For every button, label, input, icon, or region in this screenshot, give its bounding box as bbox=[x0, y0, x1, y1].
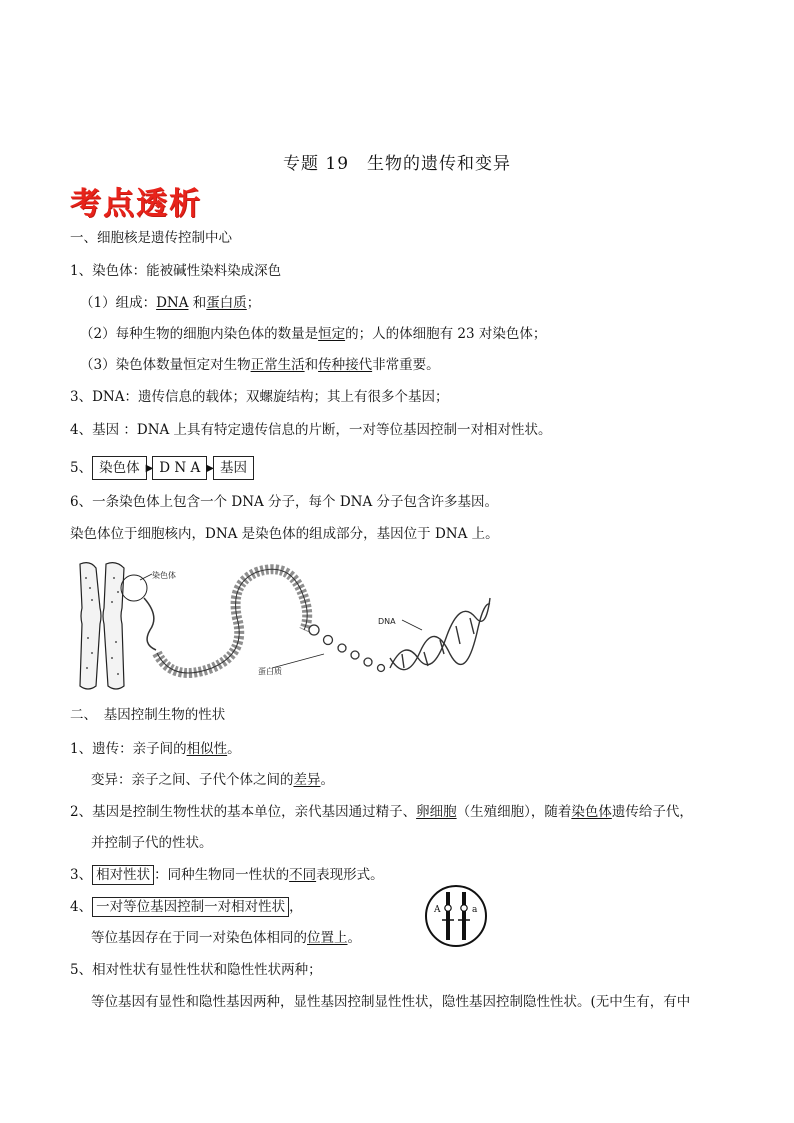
text: 。 bbox=[320, 772, 334, 788]
arrow-right-icon: ▶ bbox=[145, 462, 154, 474]
s1-p1: 1、染色体：能被碱性染料染成深色 bbox=[70, 263, 282, 279]
underlined-term: 不同 bbox=[289, 867, 317, 883]
flow-box-dna: D N A bbox=[152, 456, 207, 480]
text: 遗传给子代， bbox=[611, 804, 693, 820]
text: 的；人的体细胞有 23 对染色体； bbox=[345, 326, 547, 342]
underlined-term: 差异 bbox=[293, 772, 321, 788]
arrow-right-icon: ▶ bbox=[206, 462, 214, 474]
s2-p1b bbox=[91, 771, 334, 789]
underlined-term: DNA bbox=[156, 295, 189, 311]
section-banner: 考点透析 bbox=[70, 186, 202, 222]
label-chromosome: 染色体 bbox=[152, 571, 176, 580]
text: （3）染色体数量恒定对生物 bbox=[80, 357, 251, 373]
text: 等位基因存在于同一对染色体相同的 bbox=[91, 930, 307, 946]
text: ：同种生物同一性状的 bbox=[154, 867, 290, 883]
underlined-term: 相似性 bbox=[186, 741, 228, 757]
s2-p4b bbox=[91, 929, 361, 947]
allele-pair-diagram bbox=[424, 884, 488, 948]
flow-box-chromosome: 染色体 bbox=[92, 456, 147, 480]
text: 表现形式。 bbox=[316, 867, 384, 883]
s1-p7: 染色体位于细胞核内，DNA 是染色体的组成部分，基因位于 DNA 上。 bbox=[70, 526, 499, 542]
chromosome-dna-figure bbox=[72, 558, 492, 696]
text: 2、基因是控制生物性状的基本单位，亲代基因通过精子、 bbox=[70, 804, 417, 820]
text: （生殖细胞），随着 bbox=[456, 804, 572, 820]
s1-p1b bbox=[80, 325, 546, 343]
label-protein: 蛋白质 bbox=[258, 667, 282, 676]
underlined-term: 蛋白质 bbox=[206, 295, 247, 311]
s1-p5-flow bbox=[70, 456, 254, 480]
s1-p6: 6、一条染色体上包含一个 DNA 分子，每个 DNA 分子包含许多基因。 bbox=[70, 494, 499, 510]
item-number: 5、 bbox=[70, 460, 93, 476]
item-number: 4、 bbox=[70, 899, 93, 915]
text: ； bbox=[246, 295, 261, 311]
section-1-heading: 一、细胞核是遗传控制中心 bbox=[70, 230, 232, 246]
s2-p4 bbox=[70, 898, 303, 916]
s2-p2 bbox=[70, 803, 693, 821]
text: 非常重要。 bbox=[372, 357, 440, 373]
section-2-heading: 二、 基因控制生物的性状 bbox=[70, 707, 226, 723]
item-number: 3、 bbox=[70, 867, 93, 883]
s2-p3 bbox=[70, 866, 384, 884]
flow-box-gene: 基因 bbox=[213, 456, 254, 480]
s1-p4: 4、基因 ：DNA 上具有特定遗传信息的片断，一对等位基因控制一对相对性状。 bbox=[70, 422, 552, 438]
dna-helix-icon bbox=[390, 598, 490, 670]
text: （1）组成： bbox=[80, 295, 157, 311]
boxed-term: 相对性状 bbox=[92, 865, 154, 885]
s2-p2b: 并控制子代的性状。 bbox=[91, 835, 213, 851]
boxed-term: 一对等位基因控制一对相对性状 bbox=[92, 897, 289, 917]
underlined-term: 正常生活 bbox=[250, 357, 305, 373]
page-title: 专题 19 生物的遗传和变异 bbox=[282, 154, 512, 174]
coiled-fiber bbox=[157, 569, 307, 673]
text: 和 bbox=[304, 357, 319, 373]
underlined-term: 位置上 bbox=[307, 930, 348, 946]
underlined-term: 染色体 bbox=[571, 804, 612, 820]
s1-p1c bbox=[80, 356, 440, 374]
text: 。 bbox=[347, 930, 361, 946]
text: ， bbox=[289, 899, 303, 915]
s1-p3: 3、DNA：遗传信息的载体；双螺旋结构；其上有很多个基因； bbox=[70, 389, 449, 405]
text: （2）每种生物的细胞内染色体的数量是 bbox=[80, 326, 319, 342]
s2-p1 bbox=[70, 740, 241, 758]
underlined-term: 恒定 bbox=[318, 326, 346, 342]
text: 1、遗传：亲子间的 bbox=[70, 741, 187, 757]
allele-A: A bbox=[434, 905, 441, 915]
text: 和 bbox=[188, 295, 207, 311]
s1-p1a bbox=[80, 294, 260, 312]
s2-p5b: 等位基因有显性和隐性基因两种，显性基因控制显性性状，隐性基因控制隐性性状。(无中生有，有中 bbox=[91, 994, 691, 1010]
nucleosomes bbox=[309, 625, 385, 672]
underlined-term: 卵细胞 bbox=[416, 804, 457, 820]
chromosome-icon bbox=[80, 563, 147, 689]
label-dna: DNA bbox=[378, 617, 396, 626]
text: 变异：亲子之间、子代个体之间的 bbox=[91, 772, 294, 788]
underlined-term: 传种接代 bbox=[318, 357, 373, 373]
s2-p5: 5、相对性状有显性性状和隐性性状两种； bbox=[70, 962, 322, 978]
allele-a: a bbox=[472, 905, 478, 915]
text: 。 bbox=[227, 741, 241, 757]
